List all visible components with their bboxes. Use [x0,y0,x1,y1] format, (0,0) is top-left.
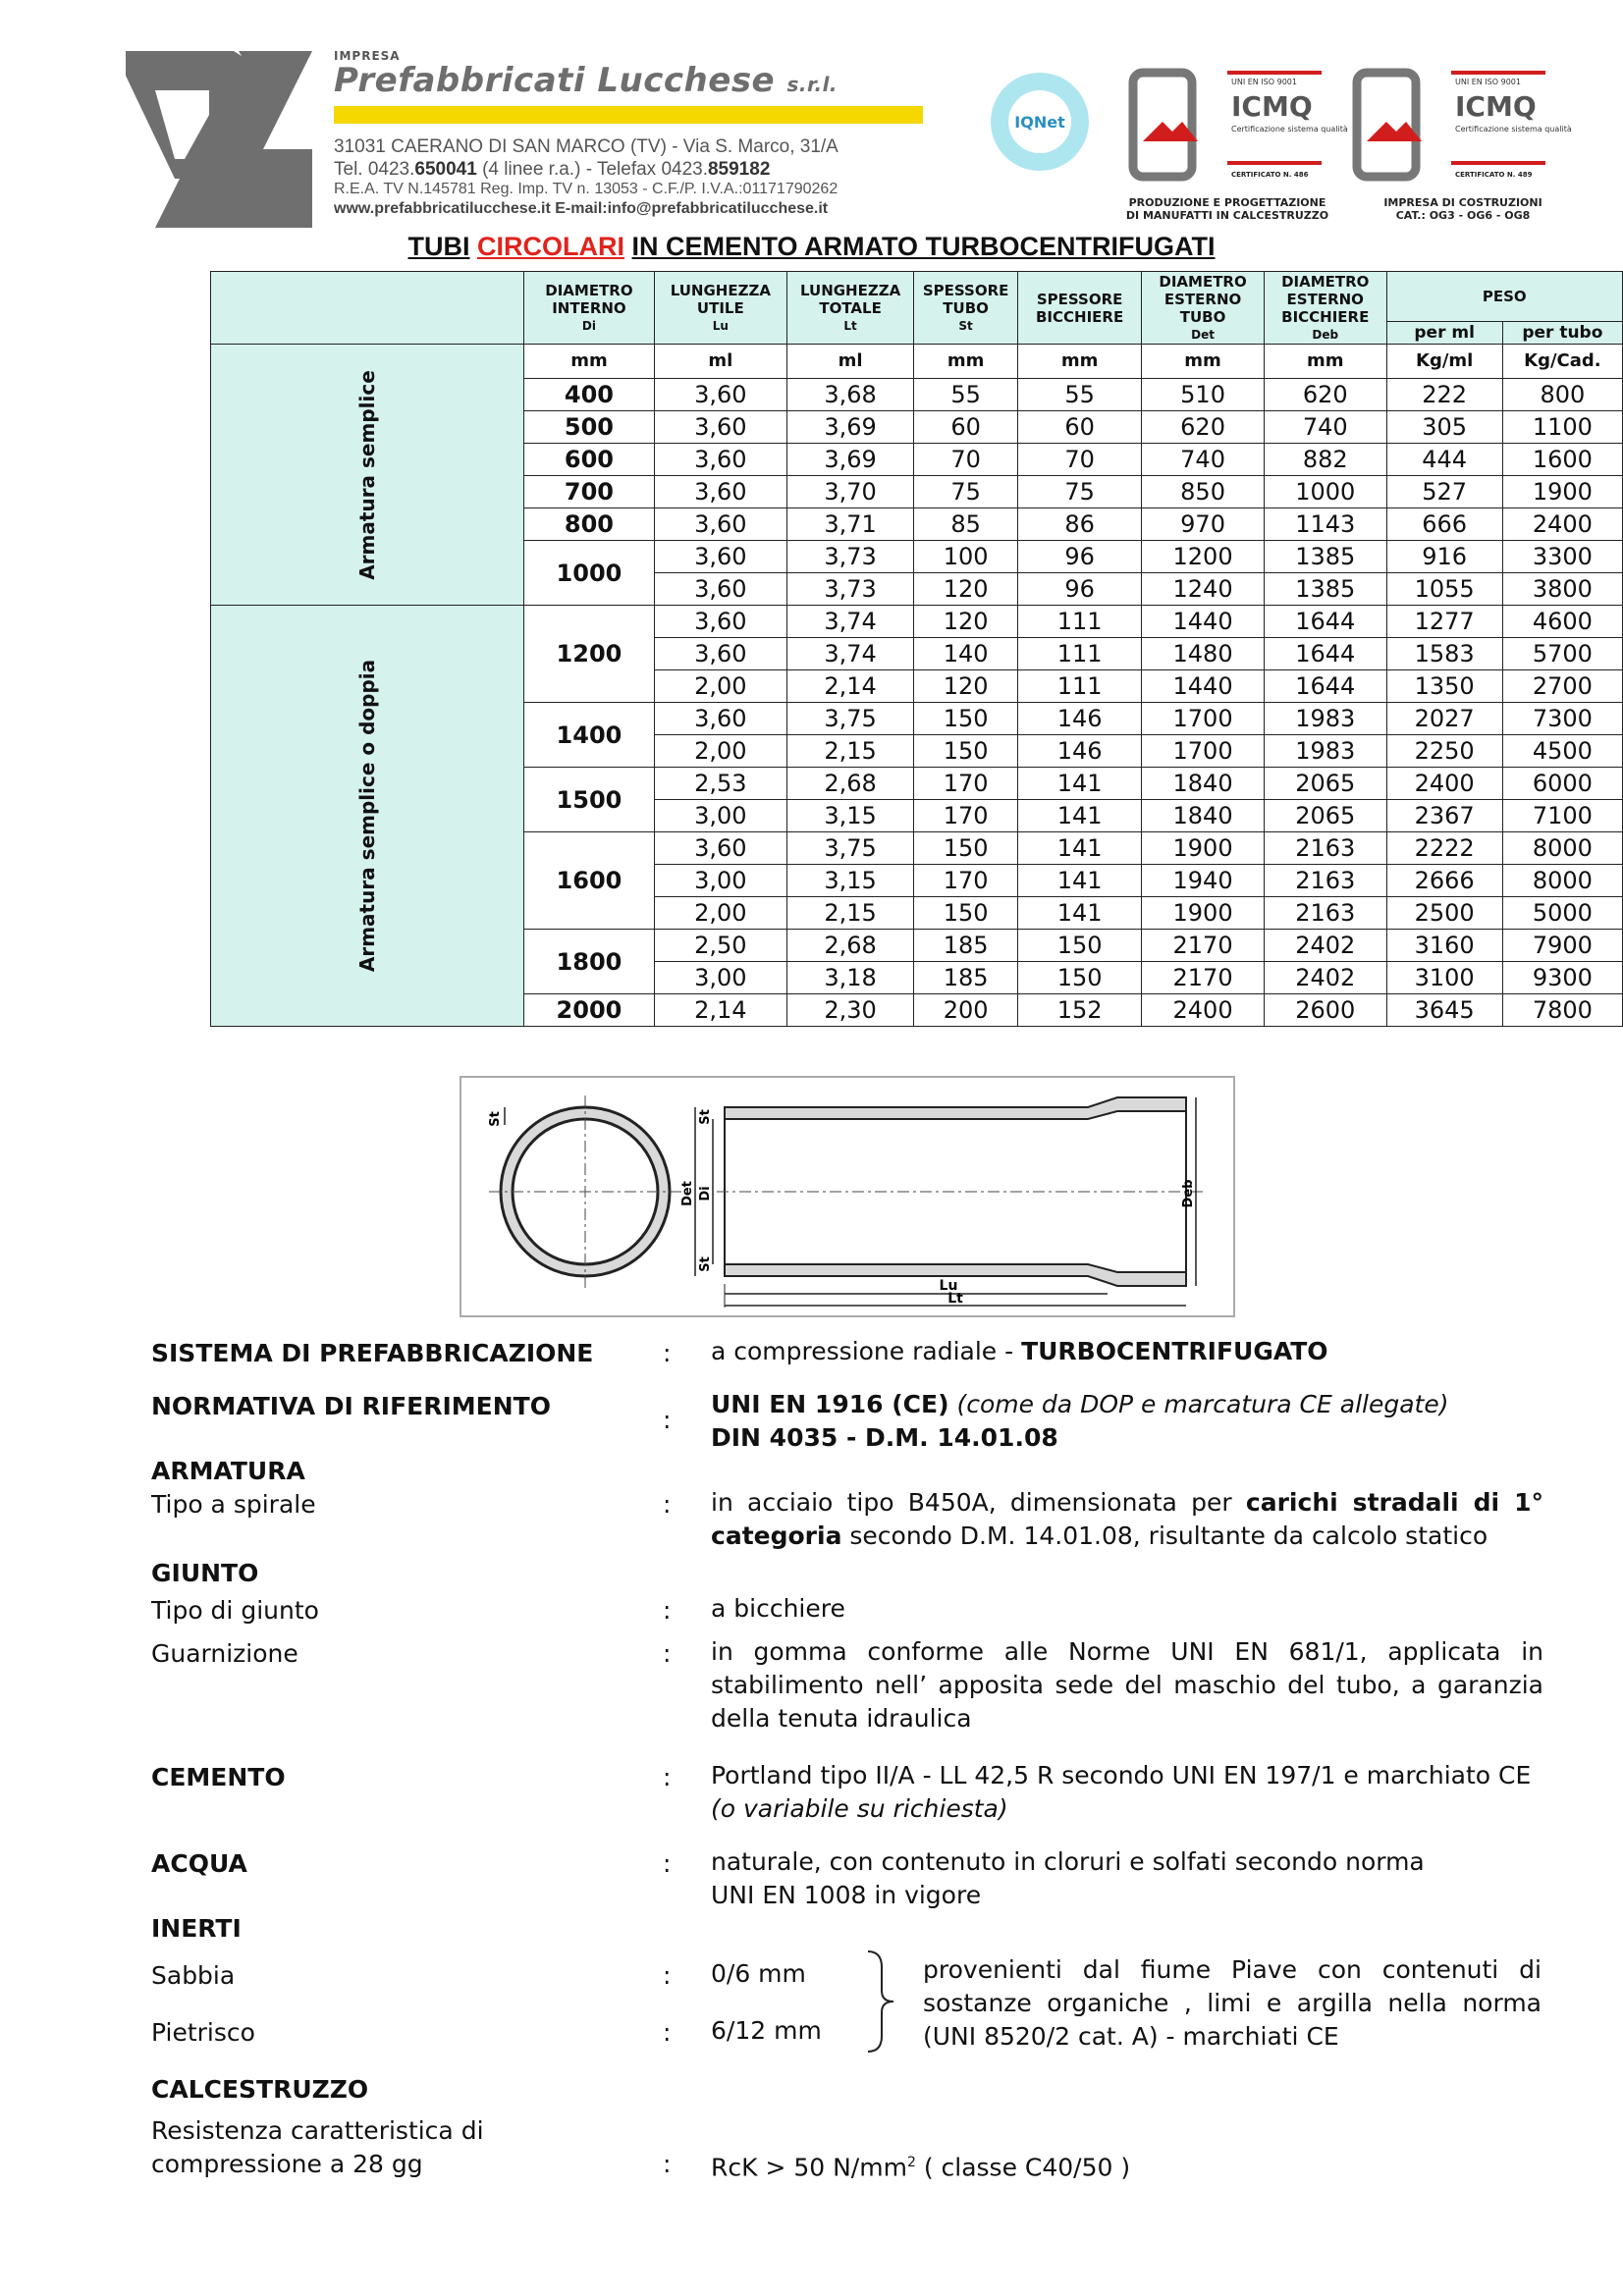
diameter-cell: 2000 [524,994,654,1027]
brace-icon [862,1948,901,2056]
label-st-2: St [698,1109,713,1125]
table-cell: 7900 [1502,930,1622,962]
table-cell: 2,14 [787,670,914,703]
table-cell: 2065 [1264,800,1386,832]
table-cell: 3,60 [654,573,786,606]
table-cell: 1440 [1142,670,1265,703]
table-cell: 120 [914,573,1018,606]
table-cell: 3,60 [654,606,786,638]
svg-text:Certificazione sistema qualità: Certificazione sistema qualità [1231,125,1348,133]
table-cell: 96 [1018,573,1142,606]
table-cell: 3,73 [787,573,914,606]
table-cell: 1480 [1142,638,1265,670]
spec-sabbia-label: Sabbia [151,1961,236,1990]
table-cell: 1350 [1386,670,1502,703]
svg-text:Certificazione sistema qualità: Certificazione sistema qualità [1455,125,1572,133]
table-cell: 70 [1018,444,1142,476]
unit-cell: mm [914,345,1018,379]
colon: : [663,2018,672,2047]
unit-cell: ml [787,345,914,379]
table-cell: 1240 [1142,573,1265,606]
table-cell: 8000 [1502,832,1622,865]
svg-text:CERTIFICATO N. 489: CERTIFICATO N. 489 [1455,171,1533,179]
col-di: DIAMETRO INTERNO Di [524,272,654,345]
table-cell: 3,60 [654,832,786,865]
table-cell: 3,00 [654,962,786,994]
table-cell: 7300 [1502,703,1622,735]
table-cell: 3,74 [787,606,914,638]
table-cell: 1900 [1142,832,1265,865]
table-cell: 1983 [1264,703,1386,735]
table-cell: 6000 [1502,768,1622,800]
table-cell: 8000 [1502,865,1622,897]
spec-cemento-value: Portland tipo II/A - LL 42,5 R secondo UNI EN 197/1 e marchiato CE (o variabile su richiesta) [711,1761,1532,1823]
table-cell: 3,73 [787,541,914,573]
table-cell: 150 [1018,962,1142,994]
pipe-drawing [460,1076,1235,1317]
spec-sistema-value: a compressione radiale - TURBOCENTRIFUGATO [711,1337,1328,1365]
table-cell: 3,60 [654,444,786,476]
table-cell: 55 [1018,379,1142,411]
cert-1-caption: PRODUZIONE E PROGETTAZIONE DI MANUFATTI IN CALCESTRUZZO [1125,196,1329,222]
label-lt: Lt [947,1291,963,1307]
iqnet-seal [987,69,1093,175]
diameter-cell: 600 [524,444,654,476]
table-cell: 1644 [1264,670,1386,703]
table-cell: 170 [914,865,1018,897]
table-cell: 3,15 [787,865,914,897]
table-cell: 3,00 [654,865,786,897]
spec-inerti-label: INERTI [151,1914,242,1943]
colon: : [663,1490,672,1519]
table-cell: 1983 [1264,735,1386,768]
table-cell: 4500 [1502,735,1622,768]
diameter-cell: 700 [524,476,654,508]
table-cell: 1143 [1264,508,1386,541]
table-cell: 1840 [1142,768,1265,800]
table-cell: 3,74 [787,638,914,670]
col-peso: PESO [1386,272,1622,322]
table-cell: 850 [1142,476,1265,508]
table-cell: 150 [914,832,1018,865]
table-cell: 1644 [1264,606,1386,638]
table-cell: 70 [914,444,1018,476]
table-cell: 2,50 [654,930,786,962]
colon: : [663,2150,672,2178]
table-cell: 2,15 [787,735,914,768]
table-cell: 666 [1386,508,1502,541]
table-cell: 1900 [1502,476,1622,508]
table-cell: 2,00 [654,670,786,703]
table-cell: 1000 [1264,476,1386,508]
table-cell: 620 [1142,411,1265,444]
table-cell: 2600 [1264,994,1386,1027]
company-name: Prefabbricati Lucchese s.r.l. [334,61,839,100]
table-cell: 111 [1018,638,1142,670]
table-cell: 3,75 [787,703,914,735]
table-cell: 2,00 [654,897,786,930]
impresa-label: IMPRESA [334,49,401,63]
table-cell: 60 [914,411,1018,444]
pipe-spec-table [210,271,1623,1027]
label-st-1: St [488,1111,503,1127]
svg-text:UNI EN ISO 9001: UNI EN ISO 9001 [1231,78,1297,86]
table-cell: 7800 [1502,994,1622,1027]
table-cell: 1200 [1142,541,1265,573]
table-cell: 3,60 [654,638,786,670]
table-cell: 111 [1018,606,1142,638]
table-cell: 200 [914,994,1018,1027]
registry-line: R.E.A. TV N.145781 Reg. Imp. TV n. 13053 - C.F./P. I.V.A.:01171790262 [334,181,839,197]
table-cell: 2170 [1142,962,1265,994]
table-cell: 150 [1018,930,1142,962]
table-cell: 3,60 [654,703,786,735]
table-cell: 141 [1018,768,1142,800]
label-deb: Deb [1181,1179,1196,1208]
table-cell: 3,60 [654,541,786,573]
spec-acqua-label: ACQUA [151,1849,247,1878]
table-cell: 96 [1018,541,1142,573]
table-cell: 185 [914,962,1018,994]
table-cell: 1277 [1386,606,1502,638]
colon: : [663,1339,672,1367]
diameter-cell: 800 [524,508,654,541]
table-cell: 2250 [1386,735,1502,768]
table-cell: 170 [914,768,1018,800]
icmq-cert-2 [1353,67,1572,204]
table-cell: 170 [914,800,1018,832]
table-cell: 2400 [1142,994,1265,1027]
phone-line: Tel. 0423.650041 (4 linee r.a.) - Telefax 0423.859182 [334,159,771,180]
spec-cemento-label: CEMENTO [151,1763,286,1791]
table-cell: 9300 [1502,962,1622,994]
table-cell: 2,00 [654,735,786,768]
spec-pietrisco-value: 6/12 mm [711,2016,822,2045]
table-cell: 2,68 [787,768,914,800]
colon: : [663,1849,672,1878]
col-lu: LUNGHEZZA UTILE Lu [654,272,786,345]
table-cell: 2163 [1264,832,1386,865]
table-cell: 2400 [1386,768,1502,800]
label-st-3: St [698,1256,713,1272]
company-suffix: s.r.l. [786,73,839,96]
table-cell: 5700 [1502,638,1622,670]
table-cell: 100 [914,541,1018,573]
group-label: Armatura semplice o doppia [211,606,524,1027]
table-cell: 75 [914,476,1018,508]
table-cell: 3,00 [654,800,786,832]
table-cell: 3,71 [787,508,914,541]
diameter-cell: 1500 [524,768,654,832]
colon: : [663,1596,672,1625]
label-lu: Lu [939,1278,958,1294]
table-cell: 305 [1386,411,1502,444]
table-cell: 3,68 [787,379,914,411]
table-cell: 3,69 [787,444,914,476]
table-cell: 222 [1386,379,1502,411]
unit-cell: Kg/Cad. [1502,345,1622,379]
table-cell: 75 [1018,476,1142,508]
table-cell: 3,70 [787,476,914,508]
table-cell: 3,60 [654,411,786,444]
table-cell: 1100 [1502,411,1622,444]
unit-cell: mm [1142,345,1265,379]
table-cell: 1440 [1142,606,1265,638]
col-deb: DIAMETRO ESTERNO BICCHIERE Deb [1264,272,1386,345]
col-det: DIAMETRO ESTERNO TUBO Det [1142,272,1265,345]
table-cell: 85 [914,508,1018,541]
table-cell: 2,30 [787,994,914,1027]
address-line: 31031 CAERANO DI SAN MARCO (TV) - Via S. Marco, 31/A [334,136,839,157]
table-cell: 141 [1018,897,1142,930]
spec-armatura-value: in acciaio tipo B450A, dimensionata per carichi stradali di 1° categoria secondo D.M. 14.01.08, risultante da calcolo statico [711,1488,1543,1550]
table-cell: 740 [1264,411,1386,444]
table-cell: 150 [914,897,1018,930]
table-cell: 185 [914,930,1018,962]
table-cell: 800 [1502,379,1622,411]
table-cell: 1055 [1386,573,1502,606]
table-cell: 620 [1264,379,1386,411]
table-cell: 2,53 [654,768,786,800]
table-header-row [211,272,1623,322]
table-cell: 3,15 [787,800,914,832]
table-cell: 2402 [1264,930,1386,962]
spec-calcestruzzo-label: CALCESTRUZZO [151,2075,369,2104]
colon: : [663,1763,672,1791]
table-cell: 2222 [1386,832,1502,865]
spec-inerti-note: provenienti dal fiume Piave con contenuti di sostanze organiche , limi e argilla nella norma (UNI 8520/2 cat. A) - marchiati CE [923,1955,1542,2051]
unit-cell: Kg/ml [1386,345,1502,379]
table-cell: 4600 [1502,606,1622,638]
spec-pietrisco-label: Pietrisco [151,2018,255,2047]
table-cell: 3800 [1502,573,1622,606]
table-cell: 111 [1018,670,1142,703]
table-cell: 120 [914,670,1018,703]
yellow-bar [334,106,923,124]
table-cell: 2,14 [654,994,786,1027]
table-cell: 150 [914,703,1018,735]
table-cell: 740 [1142,444,1265,476]
table-cell: 1700 [1142,703,1265,735]
diameter-cell: 400 [524,379,654,411]
svg-text:ICMQ: ICMQ [1455,90,1537,123]
unit-cell: ml [654,345,786,379]
table-cell: 3,60 [654,379,786,411]
table-cell: 141 [1018,800,1142,832]
table-cell: 1940 [1142,865,1265,897]
table-cell: 146 [1018,703,1142,735]
spec-armatura-label: ARMATURA [151,1457,305,1485]
col-sb: SPESSORE BICCHIERE [1018,272,1142,345]
table-cell: 1385 [1264,541,1386,573]
icmq-cert-1 [1129,67,1348,204]
col-st: SPESSORE TUBO St [914,272,1018,345]
group-label: Armatura semplice [211,345,524,606]
spec-guarnizione-value: in gomma conforme alle Norme UNI EN 681/1, applicata in stabilimento nell’ apposita sede del maschio del tubo, a garanzia della tenuta idraulica [711,1637,1543,1733]
table-cell: 1900 [1142,897,1265,930]
spec-resistenza-value: RcK > 50 $N/mm^2$ ( classe C40/50 ) [711,2153,1131,2182]
table-cell: 2,68 [787,930,914,962]
table-cell: 916 [1386,541,1502,573]
diameter-cell: 1400 [524,703,654,768]
table-cell: 3645 [1386,994,1502,1027]
col-per-tubo: per tubo [1502,322,1622,345]
unit-cell: mm [1264,345,1386,379]
table-cell: 1583 [1386,638,1502,670]
table-cell: 141 [1018,832,1142,865]
col-lt: LUNGHEZZA TOTALE Lt [787,272,914,345]
table-cell: 2163 [1264,865,1386,897]
table-cell: 86 [1018,508,1142,541]
table-cell: 146 [1018,735,1142,768]
table-cell: 510 [1142,379,1265,411]
spec-tipo-giunto-value: a bicchiere [711,1594,845,1623]
table-cell: 882 [1264,444,1386,476]
table-cell: 2367 [1386,800,1502,832]
web-email-line: www.prefabbricatilucchese.it E-mail:info@prefabbricatilucchese.it [334,200,829,217]
table-cell: 3,60 [654,508,786,541]
spec-normativa-value: UNI EN 1916 (CE) (come da DOP e marcatura CE allegate) DIN 4035 - D.M. 14.01.08 [711,1390,1449,1452]
label-di: Di [698,1186,713,1201]
unit-cell: mm [1018,345,1142,379]
table-cell: 444 [1386,444,1502,476]
table-cell: 2163 [1264,897,1386,930]
table-cell: 150 [914,735,1018,768]
table-cell: 970 [1142,508,1265,541]
table-body [211,345,1623,1027]
table-cell: 2065 [1264,768,1386,800]
table-cell: 3,75 [787,832,914,865]
table-cell: 2402 [1264,962,1386,994]
table-cell: 1385 [1264,573,1386,606]
spec-normativa-label: NORMATIVA DI RIFERIMENTO [151,1392,551,1420]
colon: : [663,1406,672,1434]
col-per-ml: per ml [1386,322,1502,345]
spec-armatura-sub: Tipo a spirale [151,1490,316,1519]
table-cell: 1644 [1264,638,1386,670]
spec-resistenza-label-1: Resistenza caratteristica di [151,2116,484,2145]
cert-2-caption: IMPRESA DI COSTRUZIONI CAT.: OG3 - OG6 - OG8 [1383,196,1542,222]
unit-cell: mm [524,345,654,379]
table-cell: 527 [1386,476,1502,508]
spec-tipo-giunto-label: Tipo di giunto [151,1596,319,1625]
table-cell: 7100 [1502,800,1622,832]
table-cell: 140 [914,638,1018,670]
spec-sabbia-value: 0/6 mm [711,1959,806,1988]
label-det: Det [680,1181,695,1206]
company-logo [126,51,312,228]
spec-sistema-label: SISTEMA DI PREFABBRICAZIONE [151,1339,594,1367]
spec-guarnizione-label: Guarnizione [151,1639,298,1668]
table-cell: 120 [914,606,1018,638]
table-cell: 5000 [1502,897,1622,930]
table-cell: 2,15 [787,897,914,930]
table-cell: 3300 [1502,541,1622,573]
diameter-cell: 1800 [524,930,654,994]
table-cell: 2400 [1502,508,1622,541]
table-cell: 3,18 [787,962,914,994]
table-cell: 3,60 [654,476,786,508]
spec-resistenza-label-2: compressione a 28 gg [151,2150,423,2178]
table-cell: 3100 [1386,962,1502,994]
svg-text:ICMQ: ICMQ [1231,90,1313,123]
table-cell: 2700 [1502,670,1622,703]
table-cell: 1700 [1142,735,1265,768]
svg-text:CERTIFICATO N. 486: CERTIFICATO N. 486 [1231,171,1309,179]
diameter-cell: 1600 [524,832,654,930]
table-cell: 1600 [1502,444,1622,476]
spec-giunto-label: GIUNTO [151,1559,259,1587]
table-cell: 152 [1018,994,1142,1027]
table-cell: 55 [914,379,1018,411]
colon: : [663,1961,672,1990]
table-cell: 141 [1018,865,1142,897]
table-cell: 2027 [1386,703,1502,735]
colon: : [663,1639,672,1668]
table-cell: 2666 [1386,865,1502,897]
table-cell: 3,69 [787,411,914,444]
iqnet-text: IQNet [1014,113,1065,132]
table-cell: 2170 [1142,930,1265,962]
table-cell: 60 [1018,411,1142,444]
diameter-cell: 1200 [524,606,654,703]
table-row [211,606,1623,638]
diameter-cell: 500 [524,411,654,444]
table-cell: 1840 [1142,800,1265,832]
table-cell: 3160 [1386,930,1502,962]
svg-text:UNI EN ISO 9001: UNI EN ISO 9001 [1455,78,1521,86]
units-row [211,345,1623,379]
spec-acqua-value: naturale, con contenuto in cloruri e solfati secondo norma UNI EN 1008 in vigore [711,1847,1425,1909]
diameter-cell: 1000 [524,541,654,606]
page-title: TUBI CIRCOLARI IN CEMENTO ARMATO TURBOCENTRIFUGATI [407,232,1216,261]
table-cell: 2500 [1386,897,1502,930]
